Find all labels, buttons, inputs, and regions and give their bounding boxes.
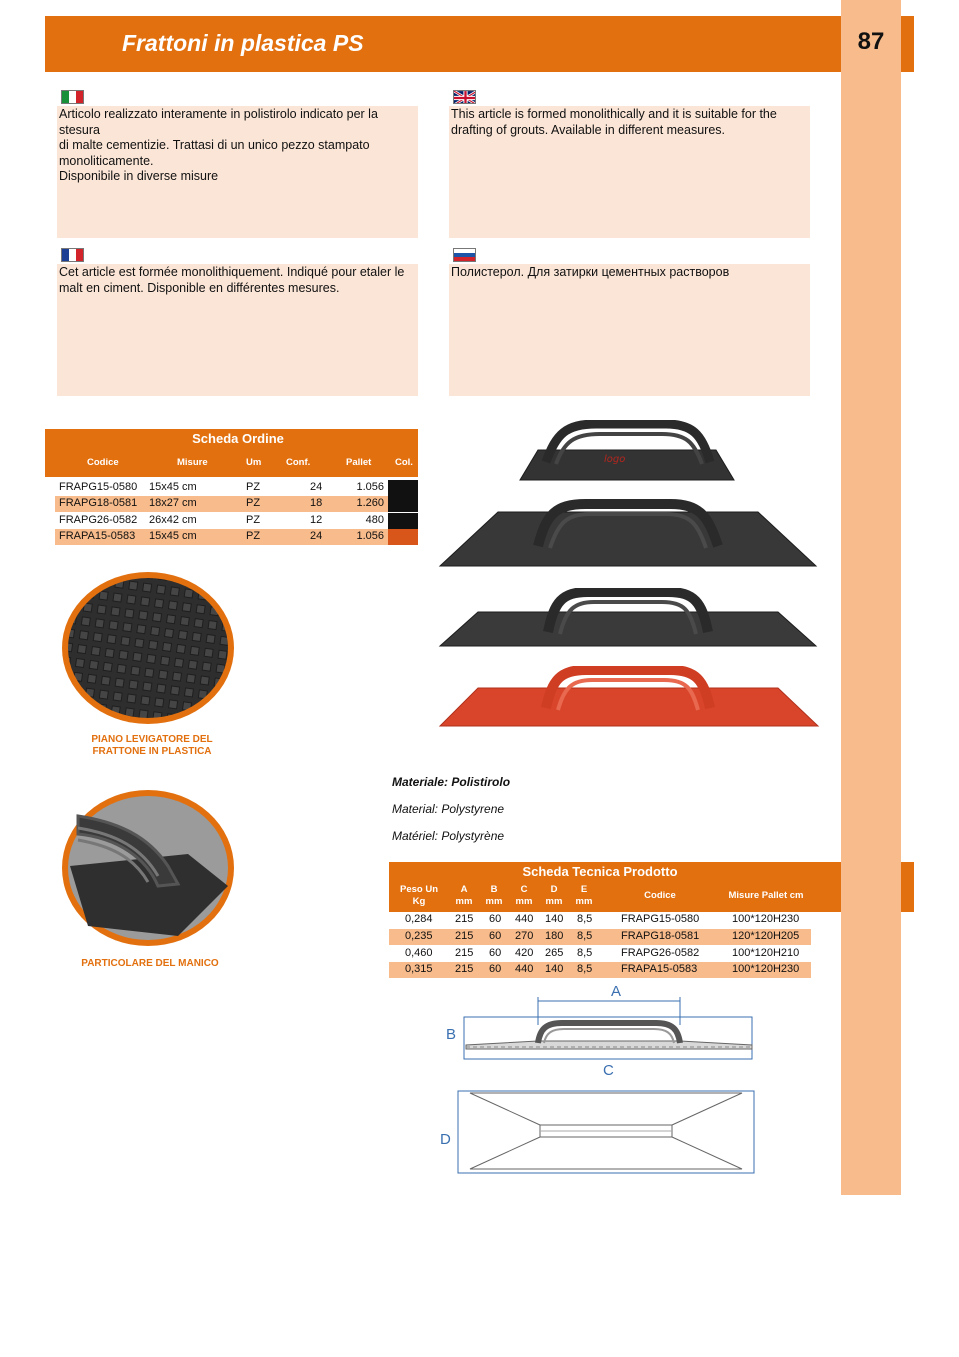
order-table-title: Scheda Ordine [192,431,284,446]
order-table-header [45,429,418,477]
tech-table-title: Scheda Tecnica Prodotto [522,864,678,879]
col-um: Um [246,457,262,468]
italian-flag-icon [61,90,84,104]
col-b: B mm [485,884,503,907]
uk-flag-icon [453,90,476,104]
material-italian: Materiale: Polistirolo [392,775,511,789]
table-row: FRAPG15-0580 15x45 cm PZ 24 1.056 [59,481,384,493]
color-swatch [388,480,418,496]
dimension-label-b: B [446,1026,457,1043]
color-swatch [388,513,418,529]
side-strip [841,0,901,1195]
handle-detail-image [58,786,238,950]
page-title: Frattoni in plastica PS [122,30,364,56]
russian-flag-icon [453,248,476,262]
col-peso: Peso Un Kg [399,884,438,907]
col-color: Col. [395,457,413,468]
trowel-image-large [438,498,818,574]
col-d: D mm [545,884,563,907]
col-a: A mm [455,884,473,907]
dimension-label-a: A [611,983,622,1000]
table-row: 0,315 215 60 440 140 8,5 FRAPA15-0583 100*120H230 [389,962,811,978]
description-english: This article is formed monolithically and it is suitable for the drafting of grouts. Available in different measures. [449,106,810,238]
col-conf: Conf. [286,457,311,468]
col-misure: Misure [177,457,208,468]
french-flag-icon [61,248,84,262]
col-c: C mm [515,884,533,907]
surface-detail-image [58,568,238,728]
description-french: Cet article est formée monolithiquement. Indiqué pour etaler le malt en ciment. Disponible en différentes mesures. [57,264,418,396]
table-row: FRAPA15-0583 15x45 cm PZ 24 1.056 [55,529,388,545]
tech-header-accent [901,862,914,912]
table-row: 0,460 215 60 420 265 8,5 FRAPG26-0582 100*120H210 [405,947,800,959]
col-codice: Codice [87,457,119,468]
handle-caption: PARTICOLARE DEL MANICO [81,958,219,969]
description-italian: Articolo realizzato interamente in polistirolo indicato per la stesura di malte cementizie. Trattasi di un unico pezzo stampato monoliticamente. Disponibile in diverse misure [57,106,418,238]
color-swatch [388,529,418,545]
dimension-label-d: D [440,1131,451,1148]
dimension-diagram [440,985,770,1180]
material-french: Matériel: Polystyrène [392,829,505,843]
trowel-image-small [516,420,738,486]
surface-caption: PIANO LEVIGATORE DEL FRATTONE IN PLASTICA [91,734,213,757]
table-row: 0,284 215 60 440 140 8,5 FRAPG15-0580 100*120H230 [405,913,800,925]
dimension-label-c: C [603,1062,614,1079]
svg-text:logo: logo [604,454,626,465]
table-row: FRAPG18-0581 18x27 cm PZ 18 1.260 [55,496,388,512]
color-swatch [388,496,418,512]
description-russian: Полистерол. Для затирки цементных растворов [449,264,810,396]
col-e: E mm [575,884,593,907]
table-row: FRAPG26-0582 26x42 cm PZ 12 480 [59,514,384,526]
tech-table-header [389,862,841,912]
col-pallet: Pallet [346,457,372,468]
col-pallet: Misure Pallet cm [728,890,804,901]
page-number: 87 [857,28,885,55]
trowel-image-red [438,666,820,730]
material-english: Material: Polystyrene [392,802,505,816]
header-accent [901,16,914,72]
table-row: 0,235 215 60 270 180 8,5 FRAPG18-0581 120*120H205 [389,929,811,945]
trowel-image-medium [438,588,818,652]
col-codice: Codice [644,890,676,901]
